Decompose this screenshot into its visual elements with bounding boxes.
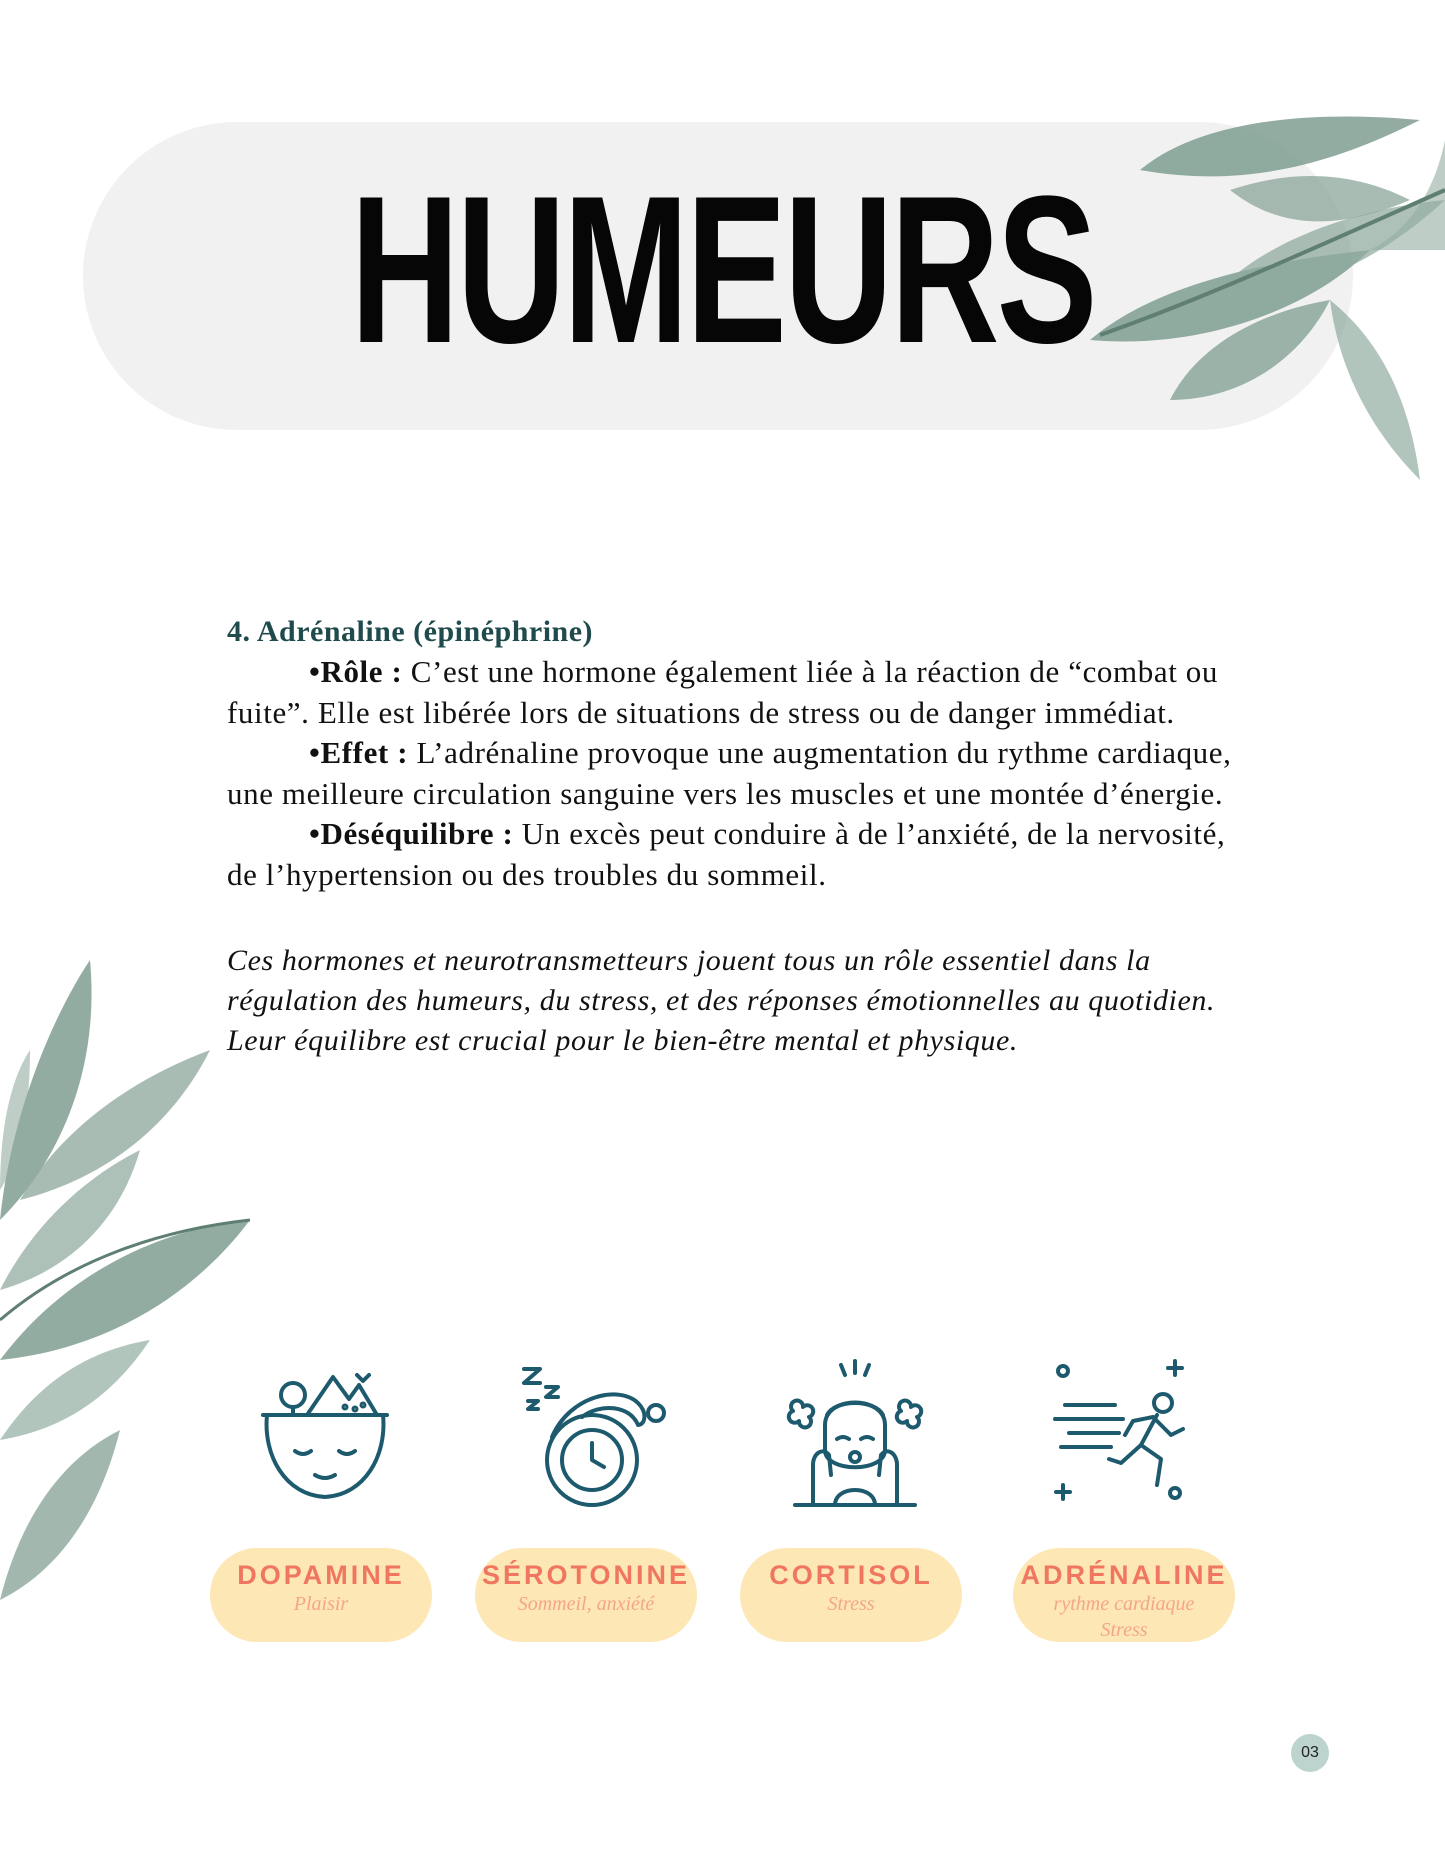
pill-title: ADRÉNALINE bbox=[1020, 1560, 1228, 1590]
hormone-pill-cortisol bbox=[740, 1548, 962, 1642]
leaf-branch-top-icon bbox=[1080, 80, 1445, 500]
pill-title: DOPAMINE bbox=[237, 1560, 405, 1590]
hormone-pill-serotonine bbox=[475, 1548, 697, 1642]
page-title: HUMEURS bbox=[350, 152, 1095, 387]
conclusion-text: Ces hormones et neurotransmetteurs jouent tous un rôle essentiel dans la régulation des humeurs, du stress, et des réponses émotionnelles au quotidien. Leur équilibre est crucial pour le bien-être mental et physique. bbox=[227, 944, 1216, 1057]
dreaming-head-icon bbox=[245, 1355, 405, 1515]
page-number: 03 bbox=[1291, 1734, 1329, 1772]
pill-title: SÉROTONINE bbox=[481, 1560, 691, 1590]
desequilibre-label: •Déséquilibre : bbox=[309, 816, 514, 851]
pill-subtitle-2: Stress bbox=[1100, 1619, 1148, 1641]
pill-subtitle: rythme cardiaque bbox=[1053, 1593, 1195, 1615]
pill-subtitle: Sommeil, anxiété bbox=[517, 1593, 655, 1615]
section-heading: 4. Adrénaline (épinéphrine) bbox=[227, 615, 594, 648]
desequilibre-paragraph bbox=[227, 814, 1257, 895]
hormone-pill-dopamine bbox=[210, 1548, 432, 1642]
main-content bbox=[227, 612, 1257, 1061]
effet-paragraph bbox=[227, 733, 1257, 814]
sleep-clock-icon bbox=[510, 1355, 670, 1515]
role-label: •Rôle : bbox=[309, 654, 403, 689]
pill-subtitle: Plaisir bbox=[293, 1593, 349, 1615]
stressed-person-icon bbox=[775, 1355, 935, 1515]
effet-text: L’adrénaline provoque une augmentation du rythme cardiaque, une meilleure circulation sanguine vers les muscles et une montée d’énergie. bbox=[227, 735, 1232, 811]
running-person-icon bbox=[1045, 1355, 1205, 1515]
role-paragraph bbox=[227, 652, 1257, 733]
role-text: C’est une hormone également liée à la réaction de “combat ou fuite”. Elle est libérée lors de situations de stress ou de danger immédiat. bbox=[227, 654, 1218, 730]
leaf-branch-left-icon bbox=[0, 960, 260, 1600]
effet-label: •Effet : bbox=[309, 735, 409, 770]
hormone-pill-adrenaline bbox=[1013, 1548, 1235, 1642]
pill-title: CORTISOL bbox=[769, 1560, 933, 1590]
desequilibre-text: Un excès peut conduire à de l’anxiété, de la nervosité, de l’hypertension ou des troubles du sommeil. bbox=[227, 816, 1226, 892]
pill-subtitle: Stress bbox=[827, 1593, 875, 1615]
